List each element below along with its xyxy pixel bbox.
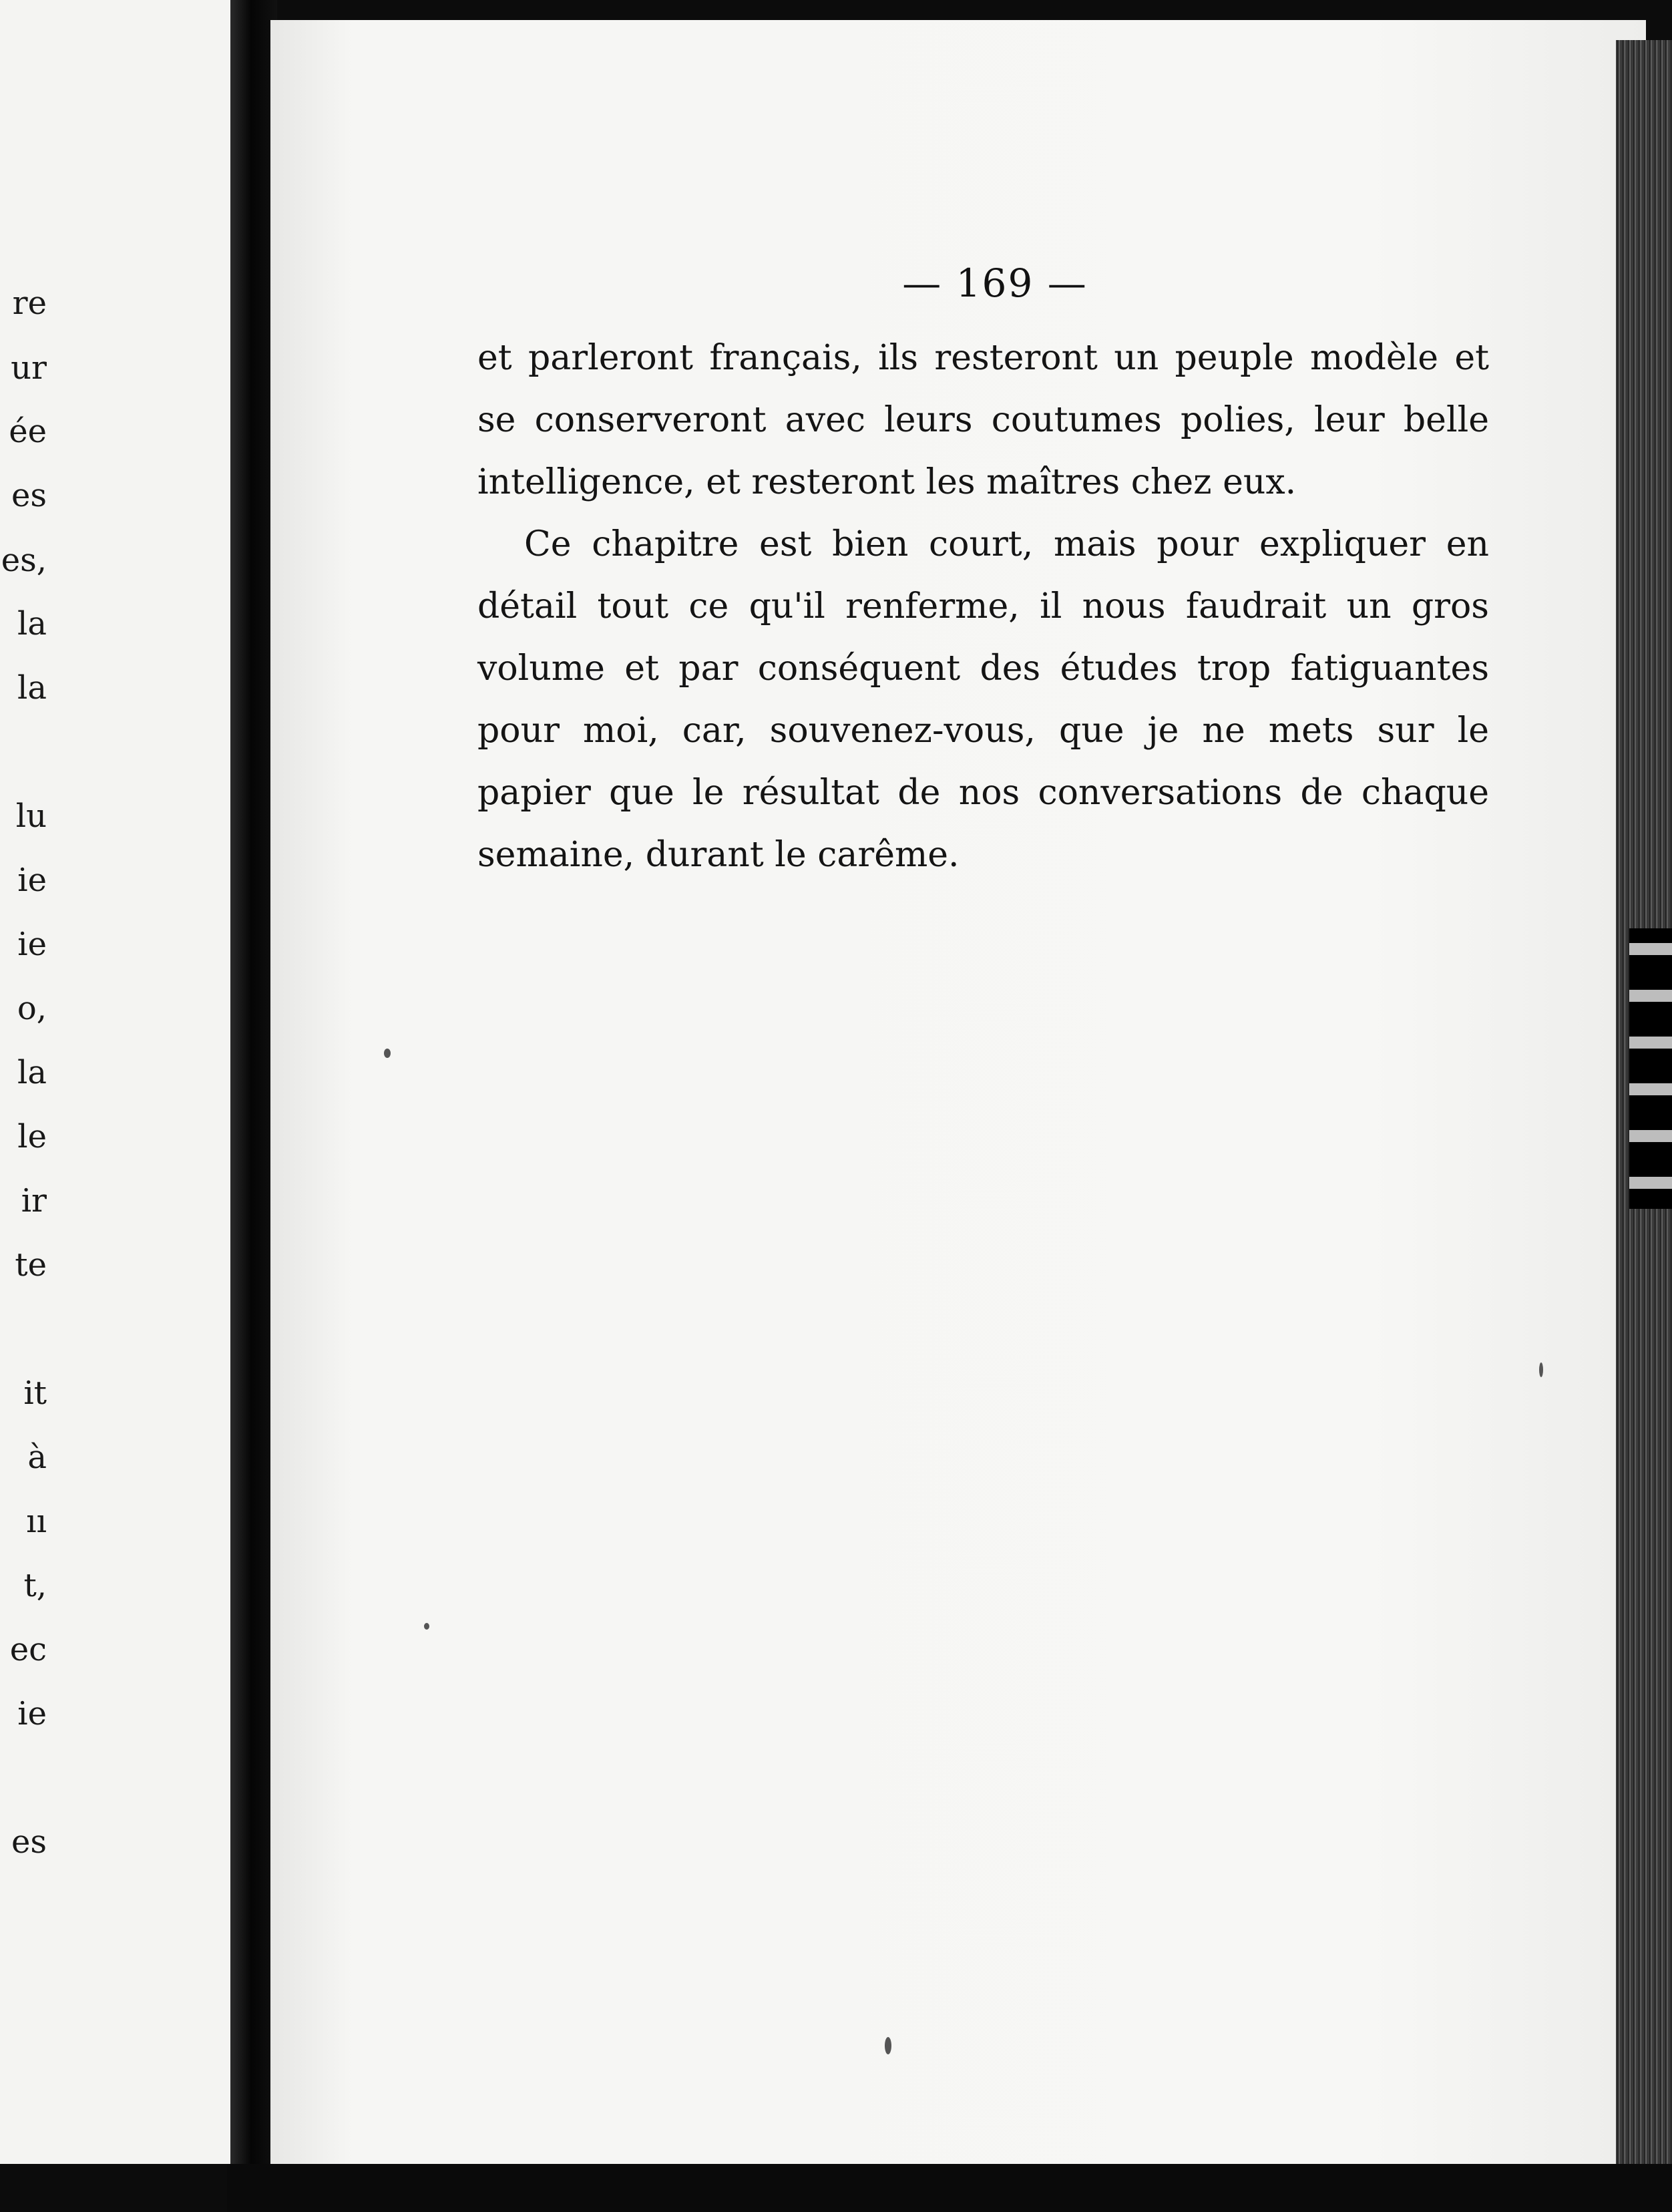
body-text [477, 327, 1489, 886]
left-page-fragment: ie [17, 926, 47, 963]
text-line: semaine, durant le carême. [477, 835, 960, 875]
left-page-fragment: es, [1, 542, 47, 579]
paper-speck [424, 1623, 429, 1630]
left-page-fragment: es [11, 477, 47, 514]
text-line: pour moi, car, souvenez-vous, que je ne mets sur le [477, 711, 1489, 751]
left-page-fragment: ec [9, 1631, 47, 1668]
left-page-fragment: t, [23, 1567, 47, 1604]
left-page-fragment: o, [17, 990, 47, 1027]
text-line: et parleront français, ils resteront un peuple modèle et [477, 338, 1489, 378]
left-page-fragment: te [15, 1246, 47, 1284]
left-page-fragment: lu [15, 797, 47, 835]
left-page-fragment: à [27, 1439, 47, 1476]
left-page-fragment: la [17, 1054, 47, 1091]
left-page-fragment: ir [21, 1182, 47, 1220]
edge-tab-marks [1629, 928, 1672, 1209]
bottom-shadow [227, 2164, 1672, 2212]
left-page-fragment: ur [11, 349, 47, 387]
left-page-fragment: ie [17, 1695, 47, 1732]
text-line: détail tout ce qu'il renferme, il nous faudrait un gros [477, 586, 1489, 626]
left-page-fragment: la [17, 605, 47, 642]
left-page-fragment: it [23, 1374, 47, 1412]
paper-speck [384, 1049, 391, 1058]
paper-speck [1539, 1362, 1543, 1377]
left-page-fragment: le [17, 1118, 47, 1155]
text-line: intelligence, et resteront les maîtres chez eux. [477, 462, 1297, 502]
text-line: papier que le résultat de nos conversations de chaque [477, 773, 1489, 813]
text-line: Ce chapitre est bien court, mais pour expliquer en [524, 524, 1489, 564]
left-page-fragment: ie [17, 862, 47, 899]
paper-speck [885, 2037, 891, 2054]
text-line: se conserveront avec leurs coutumes polies, leur belle [477, 400, 1489, 440]
text-line: volume et par conséquent des études trop fatiguantes [477, 649, 1489, 689]
left-page-fragment: ée [9, 413, 47, 450]
left-page-fragment: ıı [26, 1503, 47, 1540]
left-page-fragment: la [17, 669, 47, 707]
left-facing-page [0, 0, 230, 2164]
left-page-fragment: re [12, 285, 47, 322]
left-page-fragment: es [11, 1823, 47, 1861]
page-number: — 169 — [902, 260, 1088, 306]
